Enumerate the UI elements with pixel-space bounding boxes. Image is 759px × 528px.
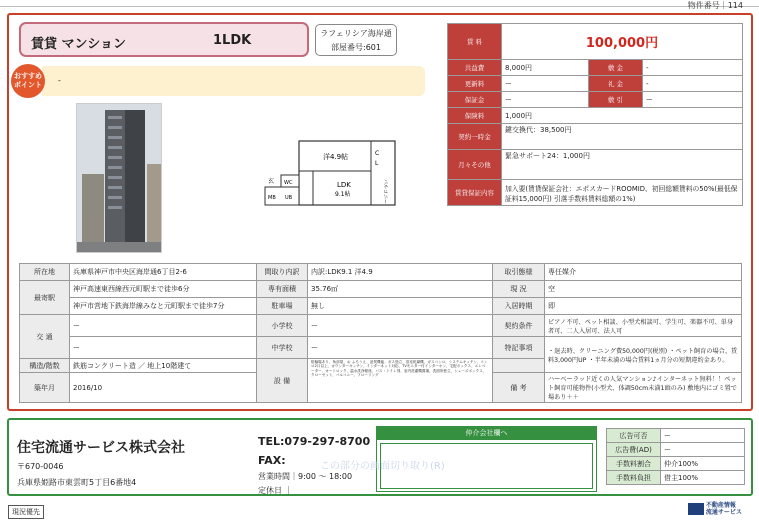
nyukyo-label: 入居時期 bbox=[493, 298, 545, 315]
torihiki-value: 専任媒介 bbox=[545, 264, 742, 281]
ad-value-1: ー bbox=[661, 429, 745, 443]
genkyo-value: 空 bbox=[545, 281, 742, 298]
kotsu-value-1: ー bbox=[70, 315, 257, 337]
wc-label: WC bbox=[284, 180, 293, 186]
balcony-label: バルコニー bbox=[382, 179, 388, 205]
priority-label: 現況優先 bbox=[8, 505, 44, 519]
broker-header: 仲介会社欄へ bbox=[376, 426, 597, 440]
ad-value-4: 借主100% bbox=[661, 471, 745, 485]
logo-line-2: 流通サービス bbox=[705, 509, 742, 516]
tokki-label: 特記事項 bbox=[493, 337, 545, 359]
bikou-label: 備 考 bbox=[493, 373, 545, 403]
kozo-label: 構造/階数 bbox=[20, 359, 70, 373]
company-tel: TEL:079-297-8700 bbox=[258, 435, 371, 448]
chugakko-label: 中学校 bbox=[257, 337, 308, 359]
mb-label: MB bbox=[268, 195, 276, 201]
setsubi-label: 設 備 bbox=[257, 359, 308, 403]
kotsu-value-2: ー bbox=[70, 337, 257, 359]
company-zip: 〒670-0046 bbox=[17, 462, 64, 471]
nyukyo-value: 即 bbox=[545, 298, 742, 315]
ad-value-2: ー bbox=[661, 443, 745, 457]
building-name: ラフェリシア海岸通 bbox=[320, 29, 392, 38]
shozaichi-label: 所在地 bbox=[20, 264, 70, 281]
ad-value-3: 仲介100% bbox=[661, 457, 745, 471]
shikibiki-value: ー bbox=[643, 92, 743, 108]
chushajo-value: 無し bbox=[308, 298, 493, 315]
ad-label-4: 手数料負担 bbox=[607, 471, 661, 485]
ad-label-3: 手数料割合 bbox=[607, 457, 661, 471]
setsubi-value: 駐輪場あり、角部屋、お ふろうえ、追焚機能、ガス独立、浴室乾燥機、ガスコンロ、システムキッチン、コンロ2口以上、カウンターキッチン、インターネット対応、TVモニター付インターホン、宅配ボックス、エレベーター、オートロック、温水洗浄便座、バス・トイレ別、室内洗濯機置場、洗面所独立、シューズボックス、クローゼット、バルコニー、フローリング bbox=[308, 359, 493, 403]
property-layout: 1LDK bbox=[213, 33, 252, 48]
hosho-value: 加入要(賃貸保証会社：エポスカードROOMID、初回総額賃料の50%(最低保証料15,000円) 引落手数料賃料総額の1%) bbox=[502, 180, 743, 206]
menseki-value: 35.76㎡ bbox=[308, 281, 493, 298]
details-table bbox=[19, 263, 742, 403]
eki-value-1: 神戸高速東西線西元町駅まで徒歩6分 bbox=[70, 281, 257, 298]
holiday: 定休日 ｜ bbox=[258, 486, 293, 495]
ad-label-2: 広告費(AD) bbox=[607, 443, 661, 457]
joken-value: ピアノ不可、ペット相談、小型犬相談可、学生可、楽器不可、単身者可、二人入居可、法人可 bbox=[545, 315, 742, 337]
chikunen-label: 築年月 bbox=[20, 373, 70, 403]
hosho-label: 賃貸保証内容 bbox=[448, 180, 502, 206]
torihiki-label: 取引態様 bbox=[493, 264, 545, 281]
ldk-label: LDK bbox=[337, 181, 351, 189]
bikou-value: ハーベーラッド近くの人気マンション♪インターネット無料！！ペット飼育可能物件(小型犬、体調50cm未満1頭のみ) 敷地内にゴミ置で場あり＋＋ bbox=[545, 373, 742, 403]
eki-value-2: 神戸市営地下鉄海岸線みなと元町駅まで徒歩7分 bbox=[70, 298, 257, 315]
company-logo bbox=[688, 502, 742, 516]
kyoeki-value: 8,000円 bbox=[502, 60, 589, 76]
floor-plan bbox=[261, 135, 398, 211]
joken-label: 契約条件 bbox=[493, 315, 545, 337]
property-number: 物件番号｜114 bbox=[687, 1, 743, 10]
shogakko-value: ー bbox=[308, 315, 493, 337]
ad-table bbox=[606, 428, 745, 485]
shikibiki-label: 敷 引 bbox=[589, 92, 643, 108]
top-divider bbox=[0, 6, 759, 7]
keiyaku-value: 鍵交換代：38,500円 bbox=[502, 124, 743, 150]
kotsu-label: 交 通 bbox=[20, 315, 70, 359]
watermark-text: この部分の画面切り取り(R) bbox=[320, 461, 445, 472]
building-photo bbox=[76, 103, 162, 253]
logo-icon bbox=[688, 503, 704, 515]
kozo-value: 鉄筋コンクリート造 ／ 地上10階建て bbox=[70, 359, 257, 373]
room1-label: 洋4.9帖 bbox=[323, 153, 349, 161]
genkan-label: 玄 bbox=[268, 178, 275, 185]
title-box bbox=[19, 22, 309, 57]
kyoeki-label: 共益費 bbox=[448, 60, 502, 76]
logo-line-1: 不動産情報 bbox=[705, 502, 736, 509]
koshin-value: ー bbox=[502, 76, 589, 92]
ldk-size-label: 9.1帖 bbox=[335, 191, 351, 198]
chikunen-value: 2016/10 bbox=[70, 373, 257, 403]
hoken-label: 保険料 bbox=[448, 108, 502, 124]
company-name: 住宅流通サービス株式会社 bbox=[17, 440, 185, 456]
hoshokin-label: 保証金 bbox=[448, 92, 502, 108]
building-name-box bbox=[315, 24, 397, 56]
menseki-label: 専有面積 bbox=[257, 281, 308, 298]
getsugaku-value: 緊急サポート24：1,000円 bbox=[502, 150, 743, 180]
genkyo-label: 現 況 bbox=[493, 281, 545, 298]
getsugaku-label: 月々その他 bbox=[448, 150, 502, 180]
room-number: 部屋番号:601 bbox=[331, 43, 381, 52]
chushajo-label: 駐車場 bbox=[257, 298, 308, 315]
rent-label: 賃 料 bbox=[448, 24, 502, 60]
shikikin-value: - bbox=[643, 60, 743, 76]
rent-table bbox=[447, 23, 743, 206]
reikin-value: - bbox=[643, 76, 743, 92]
closet-label: C bbox=[375, 150, 380, 157]
hoshokin-value: ー bbox=[502, 92, 589, 108]
shozaichi-value: 兵庫県神戸市中央区海岸通6丁目2-6 bbox=[70, 264, 257, 281]
point-bar bbox=[42, 66, 425, 96]
closet-label-2: L bbox=[375, 160, 379, 167]
chugakko-value: ー bbox=[308, 337, 493, 359]
reikin-label: 礼 金 bbox=[589, 76, 643, 92]
eki-label: 最寄駅 bbox=[20, 281, 70, 315]
company-address: 兵庫県姫路市東雲町5丁目6番地4 bbox=[17, 478, 137, 487]
recommend-point-badge: おすすめ ポイント bbox=[11, 64, 45, 98]
koshin-label: 更新料 bbox=[448, 76, 502, 92]
rent-value: 100,000円 bbox=[502, 24, 743, 60]
madori-label: 間取り内訳 bbox=[257, 264, 308, 281]
tokki-value: ・退去時、クリーニング費50,000円(税別) ・ペット飼育の場合、賃料3,000円UP ・半年未満の場合賃料1ヵ月分の短期違約金あり。 bbox=[545, 337, 742, 373]
ub-label: UB bbox=[285, 195, 293, 201]
point-text: - bbox=[58, 76, 61, 85]
business-hours: 営業時間｜9:00 ～ 18:00 bbox=[258, 472, 353, 481]
company-fax: FAX: bbox=[258, 454, 286, 467]
ad-label-1: 広告可否 bbox=[607, 429, 661, 443]
shikikin-label: 敷 金 bbox=[589, 60, 643, 76]
madori-value: 内訳:LDK9.1 洋4.9 bbox=[308, 264, 493, 281]
hoken-value: 1,000円 bbox=[502, 108, 743, 124]
property-category: 賃貸 マンション bbox=[31, 37, 126, 52]
keiyaku-label: 契約一時金 bbox=[448, 124, 502, 150]
shogakko-label: 小学校 bbox=[257, 315, 308, 337]
